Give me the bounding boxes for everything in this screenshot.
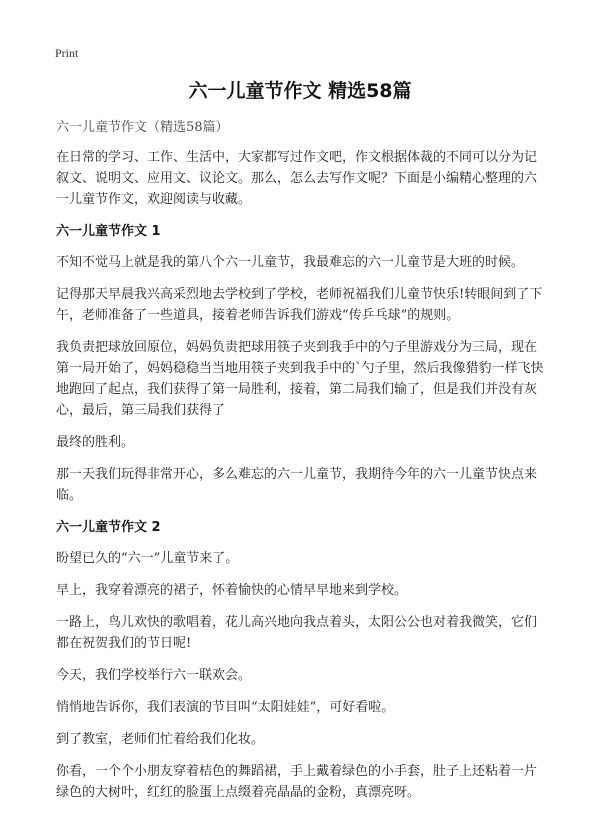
section-heading-2: 六一儿童节作文 2 — [56, 520, 161, 535]
article-body — [56, 117, 548, 814]
paragraph: 盼望已久的“六一”儿童节来了。 — [56, 551, 239, 566]
paragraph: 不知不觉马上就是我的第八个六一儿童节，我最难忘的六一儿童节是大班的时候。 — [56, 255, 525, 270]
paragraph: 到了教室，老师们忙着给我们化妆。 — [56, 732, 265, 747]
paragraph: 记得那天早晨我兴高采烈地去学校到了学校，老师祝福我们儿童节快乐!转眼间到了下午，老师准备了一些道具，接着老师告诉我们游戏“传乒乓球”的规则。 — [56, 287, 543, 323]
intro-paragraph: 在日常的学习、工作、生活中，大家都写过作文吧，作文根据体裁的不同可以分为记叙文、说明文、应用文、议论文。那么，怎么去写作文呢？下面是小编精心整理的六一儿童节作文，欢迎阅读与收藏。 — [56, 150, 538, 207]
paragraph: 我负责把球放回原位，妈妈负责把球用筷子夹到我手中的勺子里游戏分为三局，现在第一局开始了，妈妈稳稳当当地用筷子夹到我手中的`勺子里，然后我像猎豹一样飞快地跑回了起点，我们获得了第一局胜利，接着，第二局我们输了，但是我们并没有灰心，最后，第三局我们获得了 — [56, 340, 544, 418]
paragraph: 那一天我们玩得非常开心，多么难忘的六一儿童节，我期待今年的六一儿童节快点来临。 — [56, 467, 538, 503]
article-subtitle: 六一儿童节作文（精选58篇） — [56, 120, 229, 135]
paragraph: 最终的胜利。 — [56, 435, 135, 450]
print-link[interactable]: Print — [55, 46, 79, 60]
paragraph: 悄悄地告诉你，我们表演的节目叫“太阳娃娃”，可好看啦。 — [56, 700, 395, 715]
paragraph: 今天，我们学校举行六一联欢会。 — [56, 668, 252, 683]
paragraph: 一路上，鸟儿欢快的歌唱着，花儿高兴地向我点着头，太阳公公也对着我微笑，它们都在祝贺我们的节日呢! — [56, 615, 538, 651]
section-heading-1: 六一儿童节作文 1 — [56, 224, 161, 239]
paragraph: 你看，一个个小朋友穿着桔色的舞蹈裙，手上戴着绿色的小手套，肚子上还粘着一片绿色的大树叶，红红的脸蛋上点缀着亮晶晶的金粉，真漂亮呀。 — [56, 764, 538, 800]
page-title: 六一儿童节作文 精选58篇 — [188, 80, 412, 102]
paragraph: 早上，我穿着漂亮的裙子，怀着愉快的心情早早地来到学校。 — [56, 583, 408, 598]
